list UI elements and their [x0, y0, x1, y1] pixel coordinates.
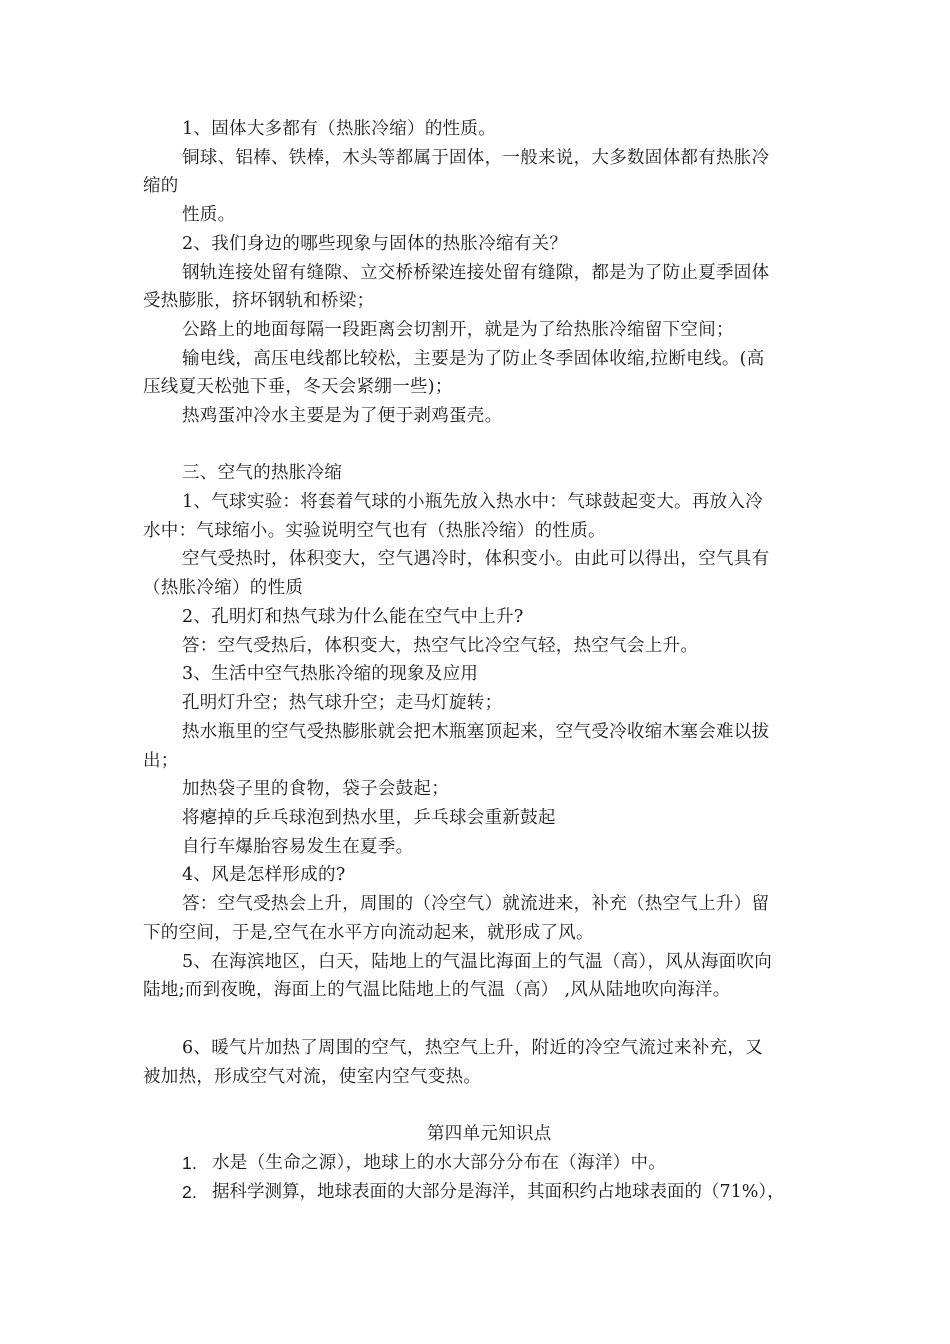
unit-4-item-1-number: 1. [182, 1153, 198, 1173]
air-item-6-cont: 被加热，形成空气对流，使室内空气变热。 [143, 1067, 482, 1087]
solid-item-2-para-1-cont: 受热膨胀，挤坏钢轨和桥梁； [143, 291, 375, 311]
solid-item-2-para-3: 输电线，高压电线都比较松，主要是为了防止冬季固体收缩,拉断电线。(高 [182, 349, 765, 369]
solid-item-2-para-1: 钢轨连接处留有缝隙、立交桥桥梁连接处留有缝隙，都是为了防止夏季固体 [182, 263, 770, 283]
solid-item-2-para-4: 热鸡蛋冲冷水主要是为了便于剥鸡蛋壳。 [182, 406, 503, 426]
unit-4-item-2: 据科学测算，地球表面的大部分是海洋，其面积约占地球表面的（71%）， [212, 1182, 785, 1202]
air-section-heading: 三、空气的热胀冷缩 [182, 463, 343, 483]
air-item-4-answer: 答：空气受热会上升，周围的（冷空气）就流进来，补充（热空气上升）留 [182, 894, 770, 914]
air-item-1: 1、气球实验：将套着气球的小瓶先放入热水中：气球鼓起变大。再放入冷 [182, 492, 764, 512]
air-item-1-cont: 水中：气球缩小。实验说明空气也有（热胀冷缩）的性质。 [143, 521, 606, 541]
air-item-3-line-2: 热水瓶里的空气受热膨胀就会把木瓶塞顶起来，空气受冷收缩木塞会难以拔 [182, 722, 770, 742]
unit-4-item-1: 水是（生命之源），地球上的水大部分分布在（海洋）中。 [212, 1153, 667, 1173]
air-item-3-line-1: 孔明灯升空；热气球升空；走马灯旋转； [182, 693, 503, 713]
air-item-1-para-cont: （热胀冷缩）的性质 [143, 578, 304, 598]
solid-item-2-para-2: 公路上的地面每隔一段距离会切割开，就是为了给热胀冷缩留下空间； [182, 320, 734, 340]
air-item-5-cont: 陆地;而到夜晚，海面上的气温比陆地上的气温（高） ,风从陆地吹向海洋。 [143, 980, 731, 1000]
solid-item-1-text-end: 性质。 [182, 205, 236, 225]
air-item-2-answer: 答：空气受热后，体积变大，热空气比冷空气轻，热空气会上升。 [182, 636, 699, 656]
air-item-2: 2、孔明灯和热气球为什么能在空气中上升? [182, 607, 524, 627]
air-item-3-line-4: 将瘪掉的乒乓球泡到热水里，乒乓球会重新鼓起 [182, 808, 556, 828]
air-item-3-line-5: 自行车爆胎容易发生在夏季。 [182, 837, 414, 857]
solid-item-1-text: 铜球、铝棒、铁棒，木头等都属于固体，一般来说，大多数固体都有热胀冷 [182, 148, 770, 168]
air-item-3-line-3: 加热袋子里的食物，袋子会鼓起； [182, 779, 449, 799]
solid-item-2-para-3-cont: 压线夏天松弛下垂，冬天会紧绷一些)； [143, 377, 453, 397]
air-item-4: 4、风是怎样形成的? [182, 865, 346, 885]
solid-item-1: 1、固体大多都有（热胀冷缩）的性质。 [182, 119, 497, 139]
air-item-5: 5、在海滨地区，白天，陆地上的气温比海面上的气温（高），风从海面吹向 [182, 952, 773, 972]
air-item-1-para: 空气受热时，体积变大，空气遇冷时，体积变小。由此可以得出，空气具有 [182, 549, 770, 569]
solid-item-2: 2、我们身边的哪些现象与固体的热胀冷缩有关？ [182, 234, 568, 254]
air-item-4-answer-cont: 下的空间，于是,空气在水平方向流动起来，就形成了风。 [143, 923, 594, 943]
unit-4-title: 第四单元知识点 [427, 1124, 552, 1144]
unit-4-item-2-number: 2. [182, 1182, 198, 1202]
solid-item-1-text-cont: 缩的 [143, 176, 179, 196]
air-item-3-line-2-cont: 出； [143, 751, 179, 771]
air-item-6: 6、暖气片加热了周围的空气，热空气上升，附近的冷空气流过来补充，又 [182, 1038, 764, 1058]
air-item-3: 3、生活中空气热胀冷缩的现象及应用 [182, 664, 479, 684]
